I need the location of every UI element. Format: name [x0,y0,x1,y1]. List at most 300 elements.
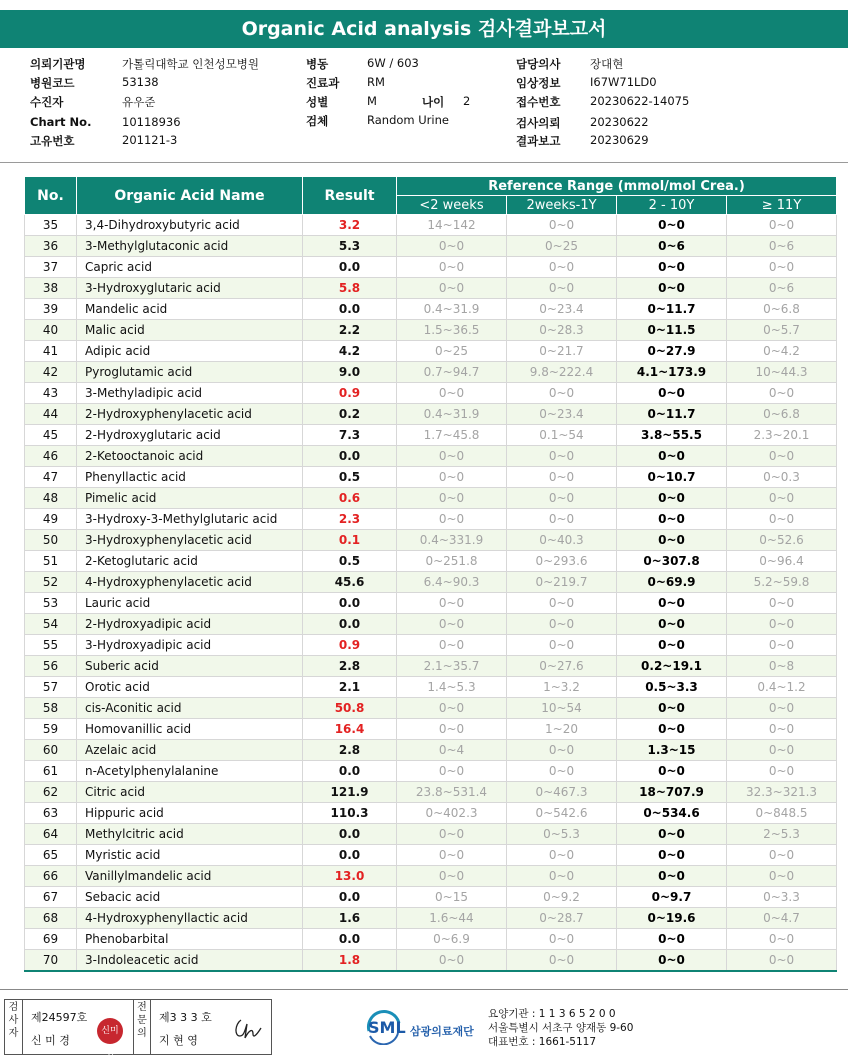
ref-range-adolescent: 0~6 [727,236,837,257]
table-row [25,530,837,551]
ref-range-child: 0~0 [617,257,727,278]
chart-label: Chart No. [30,115,92,129]
row-number: 49 [25,509,77,530]
ref-range-neonate: 1.7~45.8 [397,425,507,446]
ref-range-adolescent: 0~0 [727,614,837,635]
ref-range-child: 0~11.5 [617,320,727,341]
ref-range-neonate: 0~0 [397,614,507,635]
result-value: 0.0 [303,761,397,782]
ref-range-infant: 0~0 [507,278,617,299]
ref-range-neonate: 0~251.8 [397,551,507,572]
acid-name: 2-Ketooctanoic acid [77,446,303,467]
ref-range-neonate: 0.7~94.7 [397,362,507,383]
ref-range-infant: 0~0 [507,866,617,887]
row-number: 39 [25,299,77,320]
table-row [25,950,837,971]
table-row [25,698,837,719]
ref-range-adolescent: 5.2~59.8 [727,572,837,593]
ref-range-infant: 0~0 [507,635,617,656]
table-row [25,299,837,320]
ref-range-neonate: 0~0 [397,488,507,509]
sex-value: M [367,94,377,108]
tester-label [5,1000,23,1054]
sml-logo [366,1007,484,1051]
ref-range-neonate: 0.4~31.9 [397,299,507,320]
ref-range-child: 0~0 [617,635,727,656]
result-value: 4.2 [303,341,397,362]
result-value: 0.0 [303,299,397,320]
result-value: 45.6 [303,572,397,593]
tester-label-text: 검사자 [8,1002,19,1039]
col-header-range-adolescent: ≥ 11Y [727,196,837,215]
org-address: 서울특별시 서초구 양재동 9-60 [488,1022,634,1034]
result-value: 0.9 [303,635,397,656]
ref-range-adolescent: 0~0 [727,446,837,467]
clinical-label: 임상정보 [516,76,561,90]
row-number: 41 [25,341,77,362]
ref-range-child: 18~707.9 [617,782,727,803]
ref-range-child: 1.3~15 [617,740,727,761]
table-row [25,908,837,929]
report-date-value: 20230629 [590,133,649,147]
table-row [25,488,837,509]
ref-range-infant: 0~0 [507,467,617,488]
ref-range-adolescent: 0~0 [727,593,837,614]
hospital-label: 의뢰기관명 [30,57,86,71]
ref-range-adolescent: 0~4.7 [727,908,837,929]
ref-range-infant: 0~9.2 [507,887,617,908]
ref-range-neonate: 1.4~5.3 [397,677,507,698]
acid-name: 3-Hydroxyglutaric acid [77,278,303,299]
row-number: 54 [25,614,77,635]
ref-range-child: 4.1~173.9 [617,362,727,383]
result-value: 0.5 [303,551,397,572]
ref-range-adolescent: 0~0 [727,719,837,740]
acid-name: Malic acid [77,320,303,341]
row-number: 44 [25,404,77,425]
acid-name: Homovanillic acid [77,719,303,740]
row-number: 37 [25,257,77,278]
ref-range-adolescent: 0~0 [727,866,837,887]
table-row [25,425,837,446]
row-number: 66 [25,866,77,887]
col-header-result: Result [303,177,397,215]
ref-range-neonate: 0~0 [397,866,507,887]
acid-name: Phenobarbital [77,929,303,950]
ref-range-neonate: 0~0 [397,698,507,719]
ref-range-infant: 0~25 [507,236,617,257]
acid-name: 3-Hydroxyphenylacetic acid [77,530,303,551]
ref-range-infant: 0~219.7 [507,572,617,593]
acid-name: 3,4-Dihydroxybutyric acid [77,215,303,236]
ref-range-child: 0~6 [617,236,727,257]
ref-range-adolescent: 0~0 [727,950,837,971]
result-value: 121.9 [303,782,397,803]
ref-range-child: 0~27.9 [617,341,727,362]
result-value: 2.2 [303,320,397,341]
ref-range-neonate: 0~402.3 [397,803,507,824]
table-row [25,719,837,740]
ref-range-infant: 0~0 [507,215,617,236]
result-value: 0.0 [303,929,397,950]
ref-range-neonate: 0~0 [397,845,507,866]
ref-range-child: 0~0 [617,698,727,719]
row-number: 42 [25,362,77,383]
result-value: 2.8 [303,656,397,677]
ref-range-adolescent: 0~0 [727,761,837,782]
result-value: 0.0 [303,887,397,908]
table-row [25,845,837,866]
table-row [25,866,837,887]
table-row [25,572,837,593]
row-number: 38 [25,278,77,299]
table-row [25,887,837,908]
acid-name: 4-Hydroxyphenyllactic acid [77,908,303,929]
result-value: 2.8 [303,740,397,761]
ref-range-adolescent: 0~6 [727,278,837,299]
row-number: 65 [25,845,77,866]
ref-range-infant: 0~0 [507,929,617,950]
acid-name: Suberic acid [77,656,303,677]
result-value: 0.0 [303,614,397,635]
ref-range-adolescent: 0~4.2 [727,341,837,362]
col-header-reference: Reference Range (mmol/mol Crea.) [397,177,837,196]
ref-range-adolescent: 0~5.7 [727,320,837,341]
signature-box [4,999,272,1062]
signature-icon [231,1014,265,1042]
table-row [25,803,837,824]
acid-name: Pyroglutamic acid [77,362,303,383]
ref-range-neonate: 2.1~35.7 [397,656,507,677]
uid-label: 고유번호 [30,134,75,148]
sml-logo-text: SML [368,1018,406,1037]
ref-range-child: 0~11.7 [617,299,727,320]
ref-range-neonate: 0~0 [397,236,507,257]
result-value: 0.9 [303,383,397,404]
row-number: 53 [25,593,77,614]
ref-range-infant: 0~5.3 [507,824,617,845]
acid-name: Methylcitric acid [77,824,303,845]
row-number: 62 [25,782,77,803]
row-number: 51 [25,551,77,572]
acid-name: Capric acid [77,257,303,278]
code-label: 병원코드 [30,76,75,90]
result-value: 0.1 [303,530,397,551]
ref-range-adolescent: 0~6.8 [727,404,837,425]
ref-range-child: 3.8~55.5 [617,425,727,446]
ref-range-infant: 0~0 [507,593,617,614]
row-number: 36 [25,236,77,257]
ref-range-infant: 0.1~54 [507,425,617,446]
ref-range-adolescent: 0~0 [727,509,837,530]
table-row [25,341,837,362]
ref-range-child: 0~0 [617,446,727,467]
acid-name: cis-Aconitic acid [77,698,303,719]
ref-range-adolescent: 0~0 [727,215,837,236]
row-number: 59 [25,719,77,740]
acid-name: Phenyllactic acid [77,467,303,488]
table-row [25,362,837,383]
ref-range-infant: 0~0 [507,257,617,278]
ref-range-adolescent: 0~0 [727,698,837,719]
receipt-value: 20230622-14075 [590,94,690,108]
ref-range-infant: 10~54 [507,698,617,719]
table-row [25,278,837,299]
ref-range-child: 0~0 [617,278,727,299]
report-title: Organic Acid analysis 검사결과보고서 [0,10,848,48]
row-number: 67 [25,887,77,908]
col-header-range-infant: 2weeks-1Y [507,196,617,215]
result-value: 0.0 [303,845,397,866]
ref-range-child: 0~0 [617,593,727,614]
ref-range-infant: 9.8~222.4 [507,362,617,383]
ref-range-child: 0~0 [617,845,727,866]
ref-range-adolescent: 0~0 [727,488,837,509]
ref-range-adolescent: 2~5.3 [727,824,837,845]
acid-name: Hippuric acid [77,803,303,824]
col-header-name: Organic Acid Name [77,177,303,215]
row-number: 68 [25,908,77,929]
ref-range-neonate: 6.4~90.3 [397,572,507,593]
dept-label: 진료과 [306,76,340,90]
ward-label: 병동 [306,57,329,71]
tester-number: 제24597호 [31,1011,88,1024]
org-name: 삼광의료재단 [410,1025,474,1038]
table-row [25,761,837,782]
acid-name: 3-Indoleacetic acid [77,950,303,971]
ref-range-adolescent: 0~8 [727,656,837,677]
ref-range-infant: 1~3.2 [507,677,617,698]
table-row [25,782,837,803]
ref-range-adolescent: 0~52.6 [727,530,837,551]
specimen-value: Random Urine [367,113,449,127]
result-value: 2.1 [303,677,397,698]
ref-range-neonate: 1.5~36.5 [397,320,507,341]
ref-range-neonate: 0~0 [397,824,507,845]
ref-range-adolescent: 2.3~20.1 [727,425,837,446]
table-row [25,509,837,530]
age-value: 2 [463,94,471,108]
patient-info [30,56,830,152]
specialist-number: 제3 3 3 호 [159,1011,212,1024]
table-row [25,320,837,341]
ref-range-neonate: 0~0 [397,635,507,656]
ref-range-neonate: 1.6~44 [397,908,507,929]
chart-value: 10118936 [122,115,181,129]
ref-range-infant: 0~23.4 [507,299,617,320]
ref-range-neonate: 0~15 [397,887,507,908]
ref-range-child: 0~0 [617,530,727,551]
ref-range-child: 0~0 [617,614,727,635]
header-divider [0,162,848,163]
tester-seal: 신미경 [97,1018,123,1044]
acid-name: Pimelic acid [77,488,303,509]
table-row [25,593,837,614]
row-number: 50 [25,530,77,551]
ref-range-infant: 0~0 [507,383,617,404]
hospital-value: 가톨릭대학교 인천성모병원 [122,57,259,71]
acid-name: 2-Hydroxyphenylacetic acid [77,404,303,425]
ref-range-adolescent: 0~848.5 [727,803,837,824]
ref-range-adolescent: 0~0 [727,740,837,761]
row-number: 64 [25,824,77,845]
result-value: 0.0 [303,446,397,467]
row-number: 40 [25,320,77,341]
dept-value: RM [367,75,385,89]
ref-range-adolescent: 0~0 [727,929,837,950]
ref-range-neonate: 0.4~31.9 [397,404,507,425]
acid-name: Adipic acid [77,341,303,362]
ref-range-child: 0~10.7 [617,467,727,488]
row-number: 57 [25,677,77,698]
ref-range-child: 0~0 [617,866,727,887]
ref-range-neonate: 0~0 [397,950,507,971]
acid-name: n-Acetylphenylalanine [77,761,303,782]
acid-name: Azelaic acid [77,740,303,761]
ref-range-adolescent: 0~6.8 [727,299,837,320]
table-row [25,614,837,635]
table-row [25,740,837,761]
ref-range-infant: 0~27.6 [507,656,617,677]
table-row [25,215,837,236]
result-value: 7.3 [303,425,397,446]
results-table [24,176,837,972]
result-value: 0.5 [303,467,397,488]
ref-range-adolescent: 0~3.3 [727,887,837,908]
code-value: 53138 [122,75,159,89]
ref-range-neonate: 23.8~531.4 [397,782,507,803]
acid-name: 3-Methyladipic acid [77,383,303,404]
ref-range-neonate: 0.4~331.9 [397,530,507,551]
ref-range-child: 0~11.7 [617,404,727,425]
row-number: 52 [25,572,77,593]
ref-range-child: 0~0 [617,509,727,530]
tester-name: 신 미 경 [31,1034,70,1047]
row-number: 70 [25,950,77,971]
result-value: 0.2 [303,404,397,425]
ref-range-infant: 0~0 [507,761,617,782]
ref-range-neonate: 0~6.9 [397,929,507,950]
table-row [25,236,837,257]
table-row [25,824,837,845]
table-row [25,677,837,698]
result-value: 2.3 [303,509,397,530]
result-value: 0.0 [303,257,397,278]
row-number: 60 [25,740,77,761]
result-value: 5.3 [303,236,397,257]
result-value: 0.0 [303,824,397,845]
ref-range-child: 0~69.9 [617,572,727,593]
ref-range-infant: 0~28.7 [507,908,617,929]
ref-range-child: 0.5~3.3 [617,677,727,698]
table-row [25,257,837,278]
ref-range-neonate: 0~0 [397,593,507,614]
acid-name: Vanillylmandelic acid [77,866,303,887]
result-value: 9.0 [303,362,397,383]
row-number: 35 [25,215,77,236]
ref-range-child: 0~0 [617,215,727,236]
row-number: 47 [25,467,77,488]
table-row [25,383,837,404]
acid-name: 3-Hydroxyadipic acid [77,635,303,656]
result-value: 13.0 [303,866,397,887]
result-value: 3.2 [303,215,397,236]
report-date-label: 결과보고 [516,134,561,148]
ref-range-adolescent: 0~0 [727,383,837,404]
ref-range-neonate: 0~0 [397,278,507,299]
ref-range-child: 0~0 [617,824,727,845]
row-number: 48 [25,488,77,509]
ref-range-infant: 0~0 [507,488,617,509]
ref-range-adolescent: 0~0 [727,845,837,866]
acid-name: Mandelic acid [77,299,303,320]
row-number: 61 [25,761,77,782]
table-row [25,467,837,488]
uid-value: 201121-3 [122,133,178,147]
ref-range-neonate: 0~0 [397,467,507,488]
specialist-label [133,1000,151,1054]
ref-range-infant: 0~0 [507,446,617,467]
ref-range-infant: 0~467.3 [507,782,617,803]
acid-name: 4-Hydroxyphenylacetic acid [77,572,303,593]
doctor-label: 담당의사 [516,57,561,71]
ref-range-infant: 0~0 [507,740,617,761]
acid-name: Orotic acid [77,677,303,698]
result-value: 110.3 [303,803,397,824]
patient-value: 유우준 [122,95,156,109]
ref-range-child: 0~307.8 [617,551,727,572]
ref-range-child: 0~0 [617,383,727,404]
ref-range-adolescent: 32.3~321.3 [727,782,837,803]
ref-range-neonate: 0~0 [397,383,507,404]
ref-range-neonate: 0~0 [397,257,507,278]
clinical-value: I67W71LD0 [590,75,657,89]
specialist-label-text: 전문의 [137,1002,147,1039]
ref-range-infant: 0~23.4 [507,404,617,425]
result-value: 0.0 [303,593,397,614]
row-number: 63 [25,803,77,824]
specimen-label: 검체 [306,114,329,128]
ref-range-infant: 0~542.6 [507,803,617,824]
acid-name: Lauric acid [77,593,303,614]
table-row [25,446,837,467]
col-header-no: No. [25,177,77,215]
row-number: 45 [25,425,77,446]
doctor-value: 장대현 [590,57,624,71]
ref-range-infant: 0~28.3 [507,320,617,341]
row-number: 43 [25,383,77,404]
request-label: 검사의뢰 [516,116,561,130]
result-value: 0.6 [303,488,397,509]
row-number: 55 [25,635,77,656]
col-header-range-child: 2 - 10Y [617,196,727,215]
acid-name: Myristic acid [77,845,303,866]
ref-range-child: 0~534.6 [617,803,727,824]
acid-name: Citric acid [77,782,303,803]
ward-value: 6W / 603 [367,56,419,70]
request-value: 20230622 [590,115,649,129]
col-header-range-neonate: <2 weeks [397,196,507,215]
ref-range-infant: 0~0 [507,509,617,530]
result-value: 16.4 [303,719,397,740]
ref-range-child: 0~0 [617,761,727,782]
ref-range-child: 0~0 [617,488,727,509]
age-label: 나이 [422,95,445,109]
org-contact [488,1007,633,1049]
ref-range-neonate: 0~25 [397,341,507,362]
result-value: 1.6 [303,908,397,929]
ref-range-infant: 0~293.6 [507,551,617,572]
